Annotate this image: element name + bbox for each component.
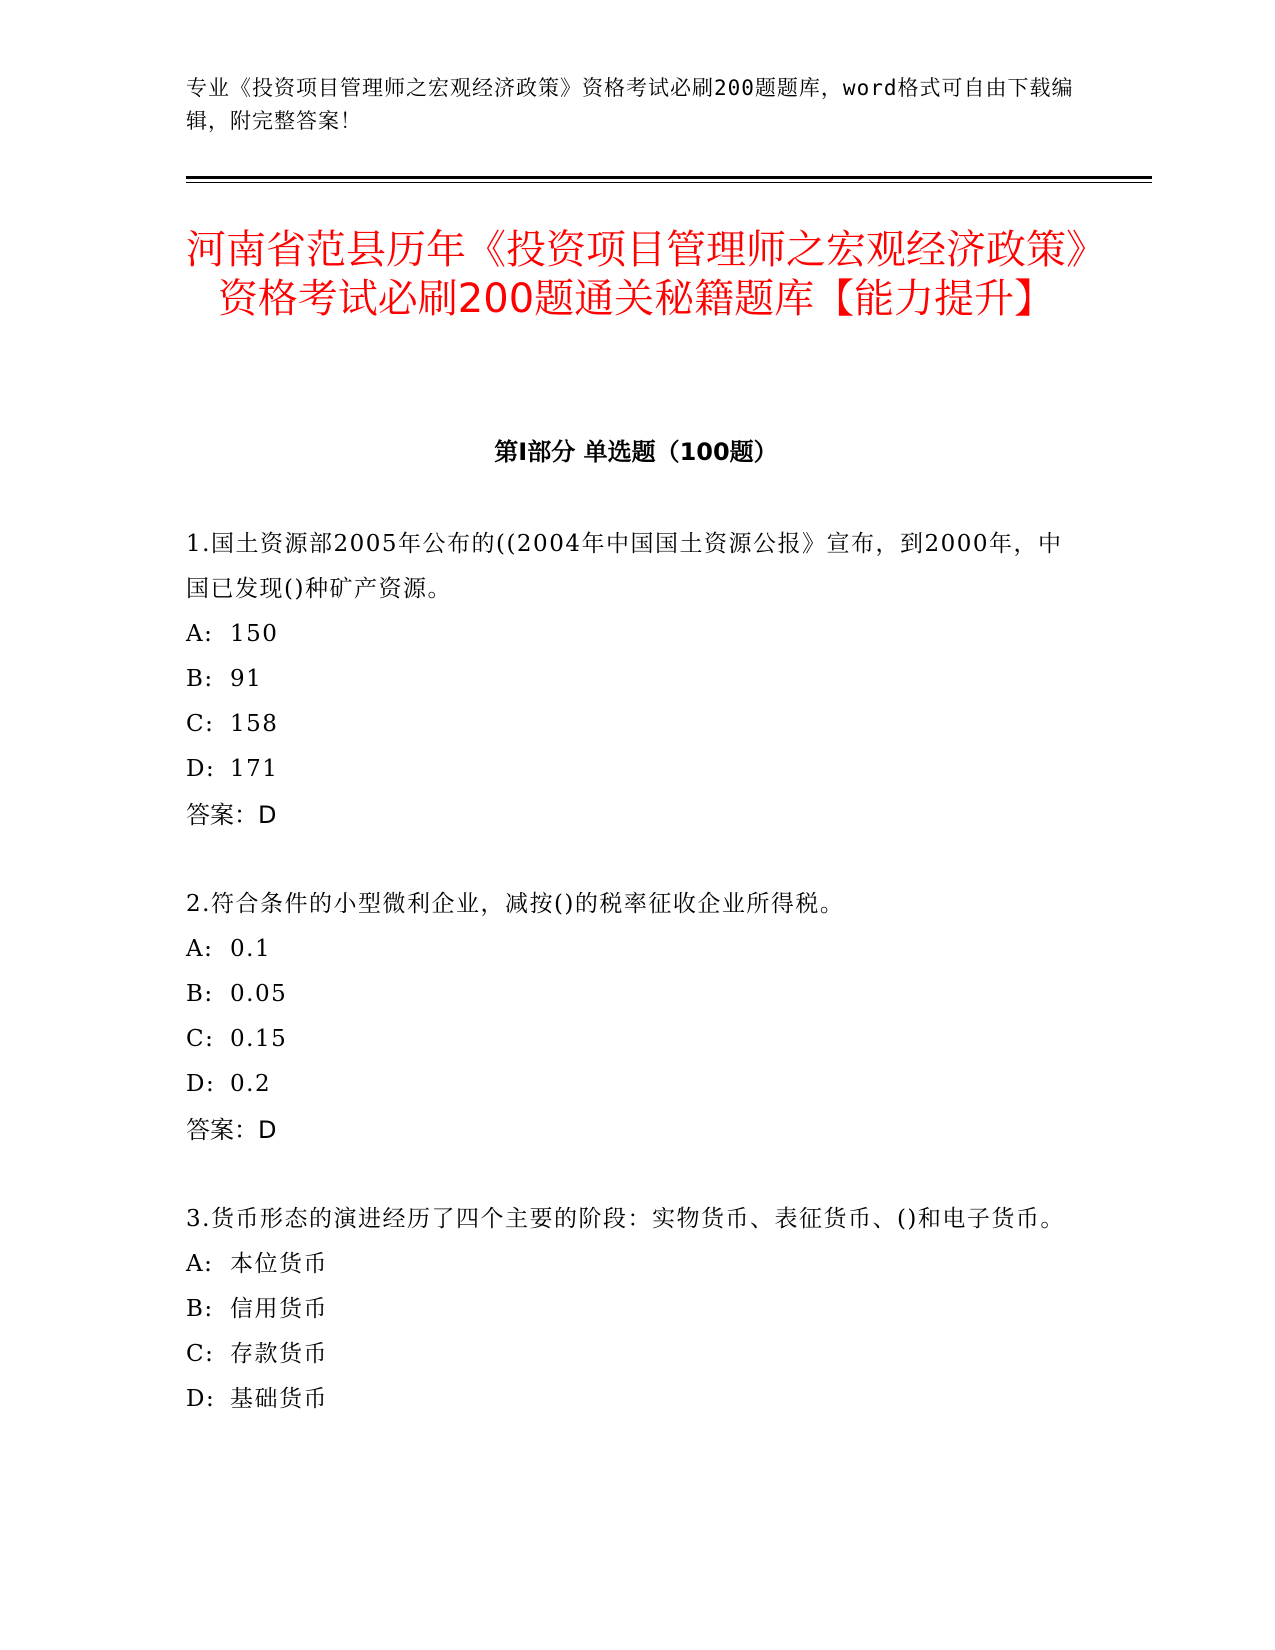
option-letter: B: xyxy=(186,1296,214,1322)
option-letter: C: xyxy=(186,1341,215,1367)
question-stem: 1.国土资源部2005年公布的((2004年中国国土资源公报》宣布，到2000年，中国已发现()种矿产资源。 xyxy=(186,531,1063,602)
option-text: 信用货币 xyxy=(230,1296,328,1322)
option-letter: B: xyxy=(186,981,214,1007)
answer: 答案：D xyxy=(186,1116,277,1144)
option-d xyxy=(186,1377,1066,1422)
option-letter: C: xyxy=(186,711,215,737)
document-title: 河南省范县历年《投资项目管理师之宏观经济政策》资格考试必刷200题通关秘籍题库【能力提升】 xyxy=(186,227,1086,322)
option-c xyxy=(186,1332,1066,1377)
option-text: 91 xyxy=(230,666,263,692)
option-text: 0.15 xyxy=(230,1026,288,1052)
option-a xyxy=(186,927,1066,972)
option-b xyxy=(186,657,1066,702)
option-text: 0.1 xyxy=(230,936,272,962)
option-text: 0.05 xyxy=(230,981,288,1007)
question-2 xyxy=(186,882,1066,1153)
option-c xyxy=(186,702,1066,747)
option-b xyxy=(186,972,1066,1017)
option-a xyxy=(186,612,1066,657)
option-letter: A: xyxy=(186,621,214,647)
option-letter: A: xyxy=(186,1251,214,1277)
option-text: 基础货币 xyxy=(230,1386,328,1412)
header-divider-thin xyxy=(186,182,1152,183)
option-letter: D: xyxy=(186,756,216,782)
option-letter: D: xyxy=(186,1071,216,1097)
option-letter: B: xyxy=(186,666,214,692)
option-text: 存款货币 xyxy=(230,1341,328,1367)
question-stem: 2.符合条件的小型微利企业，减按()的税率征收企业所得税。 xyxy=(186,891,845,917)
question-list xyxy=(186,522,1066,1466)
answer: 答案：D xyxy=(186,801,277,829)
option-text: 本位货币 xyxy=(230,1251,328,1277)
option-letter: A: xyxy=(186,936,214,962)
option-text: 0.2 xyxy=(230,1071,272,1097)
section-heading: 第Ⅰ部分 单选题（100题） xyxy=(494,438,778,466)
question-3 xyxy=(186,1197,1066,1422)
option-c xyxy=(186,1017,1066,1062)
header-divider-thick xyxy=(186,176,1152,179)
option-d xyxy=(186,1062,1066,1107)
option-b xyxy=(186,1287,1066,1332)
option-letter: D: xyxy=(186,1386,216,1412)
option-text: 150 xyxy=(230,621,279,647)
option-d xyxy=(186,747,1066,792)
option-text: 158 xyxy=(230,711,279,737)
option-a xyxy=(186,1242,1066,1287)
option-letter: C: xyxy=(186,1026,215,1052)
question-1 xyxy=(186,522,1066,838)
option-text: 171 xyxy=(230,756,279,782)
header-note: 专业《投资项目管理师之宏观经济政策》资格考试必刷200题题库，word格式可自由下载编辑，附完整答案！ xyxy=(186,76,1074,133)
question-stem: 3.货币形态的演进经历了四个主要的阶段：实物货币、表征货币、()和电子货币。 xyxy=(186,1206,1065,1232)
